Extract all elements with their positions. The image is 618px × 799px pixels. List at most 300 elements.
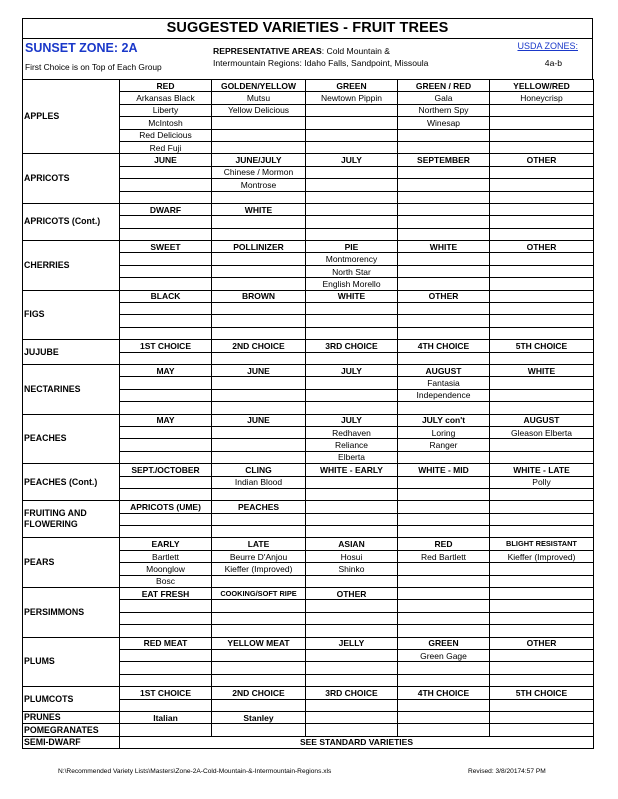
variety-cell-figs [490, 303, 594, 315]
variety-cell-figs [120, 315, 212, 327]
file-path: N:\Recommended Variety Lists\Masters\Zone-2A-Cold-Mountain-&-Intermountain-Regions.xls [58, 768, 332, 775]
table-row [23, 501, 594, 513]
variety-cell-cherries [212, 278, 306, 290]
variety-cell-apricots [490, 166, 594, 178]
variety-cell-nectarines [306, 402, 398, 414]
variety-cell-pears: Bosc [120, 575, 212, 587]
variety-cell-apples: Liberty [120, 104, 212, 116]
variety-cell-apples [490, 117, 594, 129]
column-header-nectarines: AUGUST [398, 364, 490, 376]
variety-cell-persimmons [120, 625, 212, 637]
category-jujube: JUJUBE [23, 340, 120, 365]
column-header-peaches-cont: WHITE - MID [398, 464, 490, 476]
category-pomegranates: POMEGRANATES [23, 724, 120, 736]
rep-areas-line2: Intermountain Regions: Idaho Falls, Sandpoint, Missoula [213, 58, 429, 68]
column-header-jujube: 4TH CHOICE [398, 340, 490, 352]
column-header-plumcots: 4TH CHOICE [398, 687, 490, 699]
variety-cell-apricots [120, 166, 212, 178]
variety-cell-nectarines [490, 402, 594, 414]
column-header-cherries: SWEET [120, 241, 212, 253]
column-header-peaches: JULY con't [398, 414, 490, 426]
variety-cell-apricots-cont [212, 216, 306, 228]
variety-cell-fruiting-and-flowering [490, 526, 594, 538]
column-header-plumcots: 2ND CHOICE [212, 687, 306, 699]
variety-cell-persimmons [490, 625, 594, 637]
variety-cell-nectarines [120, 389, 212, 401]
column-header-apricots: OTHER [490, 154, 594, 166]
sunset-zone-label: SUNSET ZONE: 2A [25, 41, 138, 55]
variety-cell-plumcots [306, 699, 398, 711]
variety-cell-apricots [306, 191, 398, 203]
variety-cell-apples: Mutsu [212, 92, 306, 104]
column-header-peaches: JULY [306, 414, 398, 426]
variety-cell-pears: Bartlett [120, 550, 212, 562]
category-apricots-cont: APRICOTS (Cont.) [23, 203, 120, 240]
variety-sheet [22, 18, 593, 749]
category-persimmons: PERSIMMONS [23, 588, 120, 638]
variety-cell-apricots-cont [306, 228, 398, 240]
variety-cell-peaches-cont [120, 488, 212, 500]
variety-cell-apricots [490, 179, 594, 191]
variety-cell-persimmons [398, 600, 490, 612]
variety-cell-cherries [490, 278, 594, 290]
column-header-plums: RED MEAT [120, 637, 212, 649]
table-row [23, 364, 594, 376]
variety-cell-figs [120, 303, 212, 315]
variety-cell-fruiting-and-flowering [398, 513, 490, 525]
variety-cell-pears: Red Bartlett [398, 550, 490, 562]
variety-cell-persimmons [306, 625, 398, 637]
category-fruiting-and-flowering: FRUITING AND FLOWERING [23, 501, 120, 538]
variety-cell-plums [212, 649, 306, 661]
variety-cell-persimmons [398, 612, 490, 624]
category-prunes: PRUNES [23, 711, 120, 723]
variety-cell-cherries [398, 278, 490, 290]
variety-cell-pears: Shinko [306, 563, 398, 575]
category-figs: FIGS [23, 290, 120, 340]
variety-cell-cherries [490, 253, 594, 265]
variety-cell-peaches: Gleason Elberta [490, 426, 594, 438]
column-header-apples: GOLDEN/YELLOW [212, 80, 306, 92]
variety-cell-plumcots [120, 699, 212, 711]
column-header-pears: EARLY [120, 538, 212, 550]
variety-cell-apples [490, 104, 594, 116]
variety-cell-plums [306, 674, 398, 686]
table-row [23, 154, 594, 166]
category-peaches: PEACHES [23, 414, 120, 464]
variety-cell-apricots-cont [398, 228, 490, 240]
variety-cell-cherries: Montmorency [306, 253, 398, 265]
variety-cell-figs [490, 327, 594, 339]
column-header-pears: ASIAN [306, 538, 398, 550]
column-header-jujube: 3RD CHOICE [306, 340, 398, 352]
variety-cell-fruiting-and-flowering [212, 513, 306, 525]
variety-cell-apples: McIntosh [120, 117, 212, 129]
variety-cell-apples [490, 141, 594, 153]
variety-cell-cherries [212, 265, 306, 277]
variety-cell-plums [306, 649, 398, 661]
variety-cell-persimmons [490, 600, 594, 612]
variety-cell-apples [306, 129, 398, 141]
usda-zones-value: 4a-b [544, 58, 562, 68]
column-header-prunes [398, 711, 490, 723]
variety-cell-figs [306, 327, 398, 339]
variety-cell-apples: Red Delicious [120, 129, 212, 141]
variety-cell-peaches [398, 451, 490, 463]
table-row [23, 80, 594, 92]
variety-cell-plums: Green Gage [398, 649, 490, 661]
variety-cell-nectarines [212, 402, 306, 414]
variety-cell-peaches [212, 439, 306, 451]
variety-cell-fruiting-and-flowering [212, 526, 306, 538]
variety-cell-cherries [490, 265, 594, 277]
variety-cell-cherries [212, 253, 306, 265]
column-header-jujube: 2ND CHOICE [212, 340, 306, 352]
variety-cell-apricots: Montrose [212, 179, 306, 191]
column-header-apricots-cont: WHITE [212, 203, 306, 215]
variety-cell-peaches [212, 451, 306, 463]
column-header-persimmons [398, 588, 490, 600]
variety-cell-plums [398, 674, 490, 686]
variety-cell-apricots [120, 191, 212, 203]
variety-cell-fruiting-and-flowering [490, 513, 594, 525]
variety-cell-nectarines [490, 389, 594, 401]
column-header-apricots-cont [306, 203, 398, 215]
variety-cell-apricots-cont [490, 228, 594, 240]
column-header-pomegranates [490, 724, 594, 736]
variety-cell-apples [306, 141, 398, 153]
table-row [23, 203, 594, 215]
column-header-pomegranates [398, 724, 490, 736]
variety-cell-plums [212, 662, 306, 674]
sheet-header [22, 18, 593, 79]
variety-cell-figs [306, 315, 398, 327]
category-peaches-cont: PEACHES (Cont.) [23, 464, 120, 501]
variety-cell-apples: Northern Spy [398, 104, 490, 116]
variety-cell-fruiting-and-flowering [306, 526, 398, 538]
variety-cell-nectarines: Fantasia [398, 377, 490, 389]
category-nectarines: NECTARINES [23, 364, 120, 414]
column-header-nectarines: MAY [120, 364, 212, 376]
category-plumcots: PLUMCOTS [23, 687, 120, 712]
variety-cell-pears: Beurre D'Anjou [212, 550, 306, 562]
column-header-persimmons: OTHER [306, 588, 398, 600]
variety-cell-figs [212, 327, 306, 339]
variety-cell-peaches-cont: Indian Blood [212, 476, 306, 488]
variety-cell-plumcots [398, 699, 490, 711]
representative-areas [213, 45, 428, 69]
variety-cell-cherries [398, 253, 490, 265]
column-header-apricots-cont [490, 203, 594, 215]
category-apples: APPLES [23, 80, 120, 154]
variety-cell-figs [490, 315, 594, 327]
variety-cell-jujube [120, 352, 212, 364]
variety-cell-nectarines [398, 402, 490, 414]
table-row [23, 637, 594, 649]
column-header-apricots: JUNE [120, 154, 212, 166]
category-pears: PEARS [23, 538, 120, 588]
variety-cell-plums [120, 674, 212, 686]
variety-cell-fruiting-and-flowering [120, 513, 212, 525]
variety-cell-nectarines [212, 377, 306, 389]
variety-cell-plums [490, 674, 594, 686]
variety-cell-persimmons [120, 600, 212, 612]
variety-cell-persimmons [306, 612, 398, 624]
column-header-apples: YELLOW/RED [490, 80, 594, 92]
variety-cell-apples [306, 104, 398, 116]
variety-cell-peaches-cont [306, 476, 398, 488]
revised-date: Revised: 3/8/20174:57 PM [468, 768, 546, 775]
table-row [23, 538, 594, 550]
varieties-table [22, 79, 594, 749]
variety-cell-apricots [398, 179, 490, 191]
column-header-fruiting-and-flowering: PEACHES [212, 501, 306, 513]
table-row [23, 340, 594, 352]
column-header-figs [490, 290, 594, 302]
variety-cell-apricots-cont [490, 216, 594, 228]
variety-cell-pears [490, 563, 594, 575]
variety-cell-fruiting-and-flowering [120, 526, 212, 538]
category-semi-dwarf: SEMI-DWARF [23, 736, 120, 748]
table-row [23, 588, 594, 600]
first-choice-note: First Choice is on Top of Each Group [25, 62, 162, 72]
variety-cell-peaches-cont: Polly [490, 476, 594, 488]
variety-cell-plums [120, 649, 212, 661]
variety-cell-cherries [120, 253, 212, 265]
variety-cell-apricots-cont [120, 216, 212, 228]
column-header-pomegranates [212, 724, 306, 736]
variety-cell-apricots [120, 179, 212, 191]
column-header-pears: RED [398, 538, 490, 550]
variety-cell-plums [398, 662, 490, 674]
variety-cell-apples: Yellow Delicious [212, 104, 306, 116]
column-header-figs: BROWN [212, 290, 306, 302]
variety-cell-jujube [490, 352, 594, 364]
variety-cell-apples: Winesap [398, 117, 490, 129]
variety-cell-nectarines [120, 377, 212, 389]
variety-cell-pears [398, 563, 490, 575]
column-header-pears: BLIGHT RESISTANT [490, 538, 594, 550]
table-row [23, 711, 594, 723]
variety-cell-nectarines [490, 377, 594, 389]
variety-cell-peaches [120, 439, 212, 451]
column-header-prunes: Italian [120, 711, 212, 723]
variety-cell-cherries [120, 265, 212, 277]
variety-cell-plums [212, 674, 306, 686]
column-header-peaches-cont: SEPT./OCTOBER [120, 464, 212, 476]
variety-cell-peaches [212, 426, 306, 438]
variety-cell-apples [212, 141, 306, 153]
column-header-cherries: WHITE [398, 241, 490, 253]
column-header-fruiting-and-flowering [306, 501, 398, 513]
variety-cell-peaches: Ranger [398, 439, 490, 451]
variety-cell-apples [212, 117, 306, 129]
rep-areas-label: REPRESENTATIVE AREAS [213, 46, 322, 56]
table-row [23, 724, 594, 736]
variety-cell-peaches [490, 439, 594, 451]
variety-cell-plums [490, 662, 594, 674]
title-divider [23, 38, 592, 39]
variety-cell-figs [212, 315, 306, 327]
variety-cell-fruiting-and-flowering [306, 513, 398, 525]
variety-cell-apricots-cont [212, 228, 306, 240]
variety-cell-pears [490, 575, 594, 587]
variety-cell-figs [398, 303, 490, 315]
column-header-plums: YELLOW MEAT [212, 637, 306, 649]
variety-cell-persimmons [120, 612, 212, 624]
variety-cell-figs [306, 303, 398, 315]
variety-cell-figs [398, 327, 490, 339]
variety-cell-apricots [398, 166, 490, 178]
variety-cell-jujube [212, 352, 306, 364]
variety-cell-apples [306, 117, 398, 129]
category-plums: PLUMS [23, 637, 120, 687]
column-header-nectarines: WHITE [490, 364, 594, 376]
column-header-prunes [306, 711, 398, 723]
column-header-apricots-cont: DWARF [120, 203, 212, 215]
variety-cell-nectarines [212, 389, 306, 401]
column-header-persimmons: EAT FRESH [120, 588, 212, 600]
column-header-peaches: JUNE [212, 414, 306, 426]
table-row [23, 736, 594, 748]
variety-cell-peaches [490, 451, 594, 463]
variety-cell-peaches: Reliance [306, 439, 398, 451]
variety-cell-apricots-cont [398, 216, 490, 228]
variety-cell-apricots [398, 191, 490, 203]
variety-cell-plums [490, 649, 594, 661]
variety-cell-peaches: Elberta [306, 451, 398, 463]
column-header-jujube: 1ST CHOICE [120, 340, 212, 352]
column-header-apricots: JULY [306, 154, 398, 166]
variety-cell-apples [398, 141, 490, 153]
column-header-nectarines: JUNE [212, 364, 306, 376]
variety-cell-persimmons [490, 612, 594, 624]
variety-cell-apricots-cont [120, 228, 212, 240]
column-header-peaches-cont: WHITE - LATE [490, 464, 594, 476]
variety-cell-figs [398, 315, 490, 327]
column-header-plums: GREEN [398, 637, 490, 649]
column-header-prunes: Stanley [212, 711, 306, 723]
variety-cell-pears: Kieffer (Improved) [490, 550, 594, 562]
variety-cell-persimmons [212, 600, 306, 612]
variety-cell-peaches: Loring [398, 426, 490, 438]
column-header-apricots: JUNE/JULY [212, 154, 306, 166]
variety-cell-apples: Honeycrisp [490, 92, 594, 104]
variety-cell-figs [120, 327, 212, 339]
variety-cell-plums [306, 662, 398, 674]
variety-cell-jujube [398, 352, 490, 364]
variety-cell-peaches: Redhaven [306, 426, 398, 438]
table-row [23, 414, 594, 426]
column-header-cherries: POLLINIZER [212, 241, 306, 253]
variety-cell-jujube [306, 352, 398, 364]
variety-cell-cherries [120, 278, 212, 290]
variety-cell-apricots: Chinese / Mormon [212, 166, 306, 178]
column-header-peaches: MAY [120, 414, 212, 426]
page-title: SUGGESTED VARIETIES - FRUIT TREES [166, 20, 449, 36]
category-apricots: APRICOTS [23, 154, 120, 204]
variety-cell-figs [212, 303, 306, 315]
column-header-cherries: PIE [306, 241, 398, 253]
usda-zones-link[interactable]: USDA ZONES: [517, 41, 578, 51]
column-header-fruiting-and-flowering: APRICOTS (UME) [120, 501, 212, 513]
variety-cell-peaches-cont [306, 488, 398, 500]
variety-cell-apples [212, 129, 306, 141]
column-header-apples: RED [120, 80, 212, 92]
variety-cell-peaches-cont [212, 488, 306, 500]
variety-cell-peaches-cont [490, 488, 594, 500]
table-row [23, 290, 594, 302]
rep-areas-line1: : Cold Mountain & [321, 46, 391, 56]
variety-cell-persimmons [212, 612, 306, 624]
variety-cell-apricots [306, 179, 398, 191]
column-header-apples: GREEN / RED [398, 80, 490, 92]
variety-cell-pears [306, 575, 398, 587]
variety-cell-apricots [212, 191, 306, 203]
column-header-apples: GREEN [306, 80, 398, 92]
column-header-pomegranates [306, 724, 398, 736]
column-header-jujube: 5TH CHOICE [490, 340, 594, 352]
variety-cell-persimmons [212, 625, 306, 637]
variety-cell-cherries [398, 265, 490, 277]
variety-cell-peaches [120, 426, 212, 438]
variety-cell-peaches-cont [398, 488, 490, 500]
column-header-persimmons [490, 588, 594, 600]
column-header-peaches: AUGUST [490, 414, 594, 426]
column-header-plumcots: 5TH CHOICE [490, 687, 594, 699]
variety-cell-apricots [306, 166, 398, 178]
variety-cell-peaches-cont [120, 476, 212, 488]
column-header-persimmons: COOKING/SOFT RIPE [212, 588, 306, 600]
column-header-apricots: SEPTEMBER [398, 154, 490, 166]
variety-cell-pears: Kieffer (Improved) [212, 563, 306, 575]
semi-dwarf-note: SEE STANDARD VARIETIES [120, 736, 594, 748]
column-header-plums: JELLY [306, 637, 398, 649]
variety-cell-apricots-cont [306, 216, 398, 228]
variety-cell-apples: Newtown Pippin [306, 92, 398, 104]
column-header-peaches-cont: CLING [212, 464, 306, 476]
variety-cell-apples: Red Fuji [120, 141, 212, 153]
column-header-figs: WHITE [306, 290, 398, 302]
column-header-plumcots: 1ST CHOICE [120, 687, 212, 699]
column-header-nectarines: JULY [306, 364, 398, 376]
column-header-fruiting-and-flowering [490, 501, 594, 513]
column-header-fruiting-and-flowering [398, 501, 490, 513]
column-header-apricots-cont [398, 203, 490, 215]
variety-cell-fruiting-and-flowering [398, 526, 490, 538]
variety-cell-plumcots [212, 699, 306, 711]
table-row [23, 241, 594, 253]
column-header-plums: OTHER [490, 637, 594, 649]
variety-cell-apples [398, 129, 490, 141]
variety-cell-persimmons [306, 600, 398, 612]
column-header-pomegranates [120, 724, 212, 736]
variety-cell-persimmons [398, 625, 490, 637]
column-header-cherries: OTHER [490, 241, 594, 253]
variety-cell-plums [120, 662, 212, 674]
column-header-figs: BLACK [120, 290, 212, 302]
variety-cell-cherries: English Morello [306, 278, 398, 290]
variety-cell-nectarines [306, 377, 398, 389]
column-header-figs: OTHER [398, 290, 490, 302]
column-header-peaches-cont: WHITE - EARLY [306, 464, 398, 476]
variety-cell-apples: Arkansas Black [120, 92, 212, 104]
column-header-pears: LATE [212, 538, 306, 550]
variety-cell-apricots [490, 191, 594, 203]
variety-cell-apples [490, 129, 594, 141]
variety-cell-pears: Moonglow [120, 563, 212, 575]
variety-cell-nectarines: Independence [398, 389, 490, 401]
